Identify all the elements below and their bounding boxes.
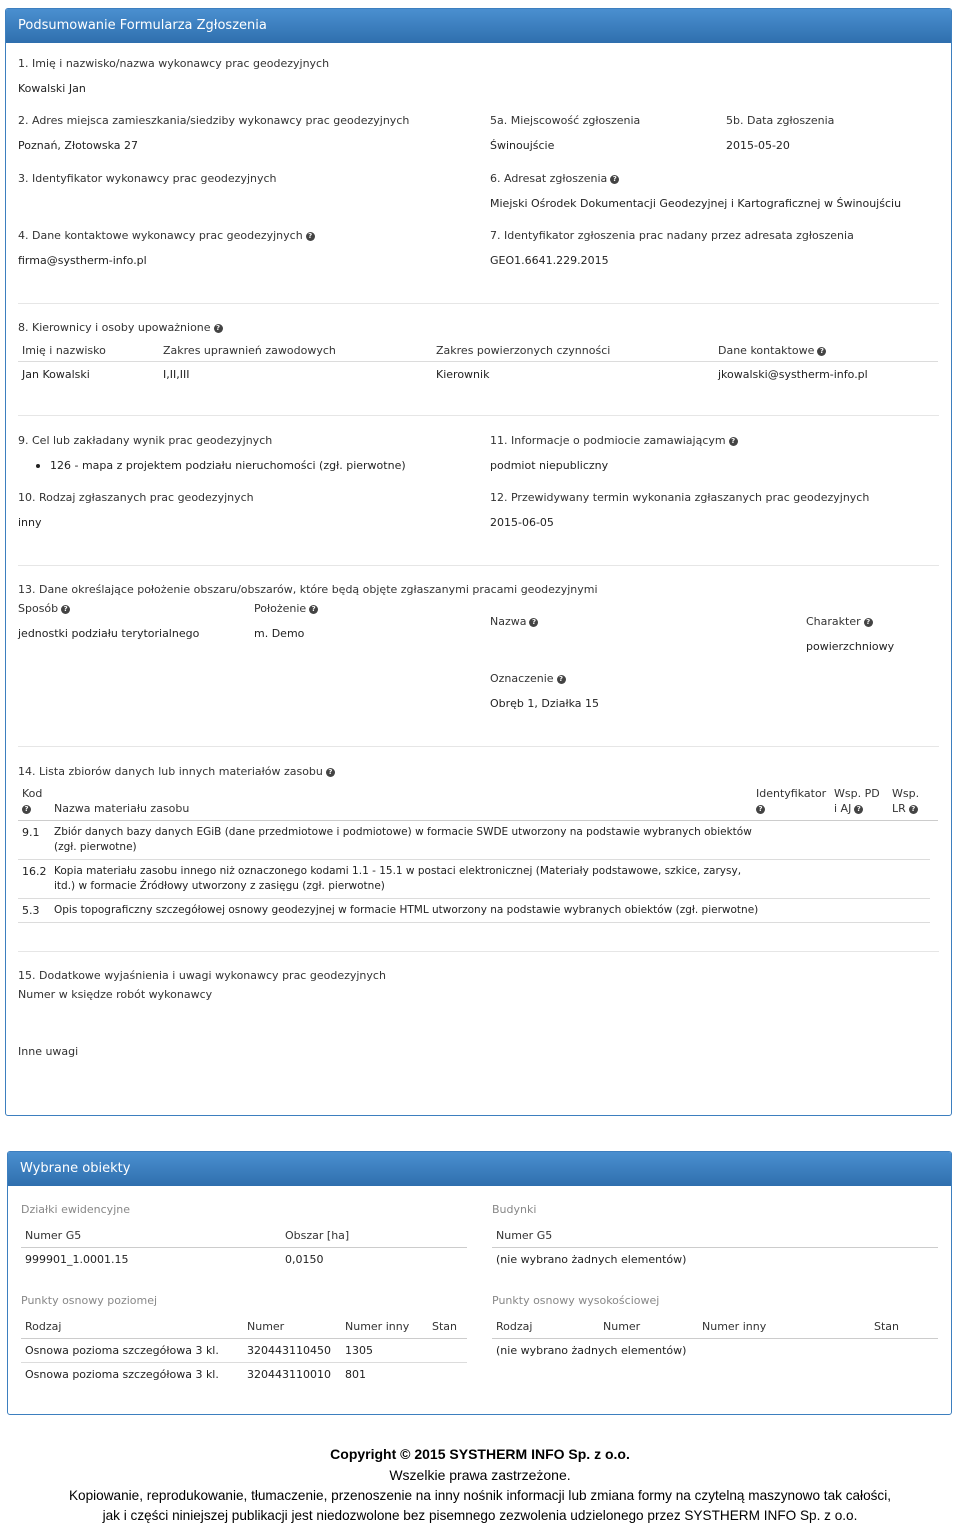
- footer-notice-line-1: Kopiowanie, reprodukowanie, tłumaczenie, przenoszenie na inny nośnik informacji lub zmiana formy na czytelną maszynowo tak całości,: [68, 1488, 892, 1503]
- help-icon[interactable]: ?: [326, 768, 335, 777]
- field-12-label: 12. Przewidywany termin wykonania zgłaszanych prac geodezyjnych: [490, 491, 870, 504]
- field-15-other-notes-label: Inne uwagi: [18, 1045, 79, 1058]
- horizontal-row-2-other-number: 801: [345, 1368, 366, 1381]
- table-14-header-pd-2: i AJ ?: [834, 802, 863, 815]
- field-13-location-value: m. Demo: [254, 627, 305, 640]
- field-9-label: 9. Cel lub zakładany wynik prac geodezyjnych: [18, 434, 273, 447]
- table-14-header-identifier: Identyfikator: [756, 787, 827, 800]
- table-14-header-lr: Wsp.: [892, 787, 920, 800]
- section-divider: [18, 746, 939, 747]
- table-14-row-2-name-2: itd.) w formacie Źródłowy utworzony z zasięgu (zgł. pierwotne): [54, 880, 385, 892]
- table-14-header-lr-2: LR ?: [892, 802, 918, 815]
- field-3-label: 3. Identyfikator wykonawcy prac geodezyjnych: [18, 172, 277, 185]
- horizontal-row-2-number: 320443110010: [247, 1368, 331, 1381]
- field-12-value: 2015-06-05: [490, 516, 554, 529]
- field-5a-value: Świnoujście: [490, 139, 555, 152]
- help-icon[interactable]: ?: [529, 618, 538, 627]
- field-2-label: 2. Adres miejsca zamieszkania/siedziby wykonawcy prac geodezyjnych: [18, 114, 410, 127]
- table-14-header-code: Kod: [22, 787, 43, 800]
- field-13-designation-label: Oznaczenie ?: [490, 672, 566, 685]
- table-14-row-1-code: 9.1: [22, 826, 40, 839]
- parcels-section-title: Działki ewidencyjne: [21, 1203, 130, 1216]
- summary-panel: [5, 8, 952, 1116]
- parcels-header-area: Obszar [ha]: [285, 1229, 350, 1242]
- table-8-cell-tasks: Kierownik: [436, 368, 490, 381]
- summary-panel-title: Podsumowanie Formularza Zgłoszenia: [6, 9, 951, 43]
- field-14-label: 14. Lista zbiorów danych lub innych materiałów zasobu ?: [18, 765, 335, 778]
- table-divider: [18, 898, 930, 899]
- horizontal-points-section-title: Punkty osnowy poziomej: [21, 1294, 158, 1307]
- table-divider: [21, 1362, 467, 1363]
- field-13-method-value: jednostki podziału terytorialnego: [18, 627, 200, 640]
- field-8-label: 8. Kierownicy i osoby upoważnione ?: [18, 321, 223, 334]
- vertical-header-number: Numer: [603, 1320, 641, 1333]
- objects-panel: [7, 1151, 952, 1415]
- field-15-label: 15. Dodatkowe wyjaśnienia i uwagi wykonawcy prac geodezyjnych: [18, 969, 386, 982]
- table-divider: [18, 361, 938, 362]
- table-14-row-1-name-2: (zgł. pierwotne): [54, 841, 137, 853]
- field-6-label: 6. Adresat zgłoszenia ?: [490, 172, 619, 185]
- horizontal-header-number: Numer: [247, 1320, 285, 1333]
- footer-rights: Wszelkie prawa zastrzeżone.: [389, 1467, 571, 1483]
- field-11-label: 11. Informacje o podmiocie zamawiającym ?: [490, 434, 738, 447]
- buildings-empty-message: (nie wybrano żadnych elementów): [496, 1253, 687, 1266]
- table-8-header-rights: Zakres uprawnień zawodowych: [163, 344, 336, 357]
- horizontal-row-2-type: Osnowa pozioma szczegółowa 3 kl.: [25, 1368, 219, 1381]
- table-14-row-1-name: Zbiór danych bazy danych EGiB (dane przedmiotowe i podmiotowe) w formacie SWDE utworzony na podstawie wybranych obiektów: [54, 826, 752, 838]
- bullet-icon: [36, 464, 40, 468]
- help-icon[interactable]: ?: [61, 605, 70, 614]
- section-divider: [18, 303, 939, 304]
- field-13-location-label: Położenie ?: [254, 602, 318, 615]
- help-icon[interactable]: ?: [214, 324, 223, 333]
- table-8-header-name: Imię i nazwisko: [22, 344, 106, 357]
- vertical-header-type: Rodzaj: [496, 1320, 533, 1333]
- field-5a-label: 5a. Miejscowość zgłoszenia: [490, 114, 641, 127]
- table-14-row-2-name: Kopia materiału zasobu innego niż oznaczonego kodami 1.1 - 15.1 w postaci elektronicznej (Materiały podstawowe, szkice, zarysy,: [54, 865, 742, 877]
- footer-copyright: Copyright © 2015 SYSTHERM INFO Sp. z o.o.: [330, 1446, 630, 1462]
- table-divider: [18, 820, 938, 821]
- help-icon[interactable]: ?: [854, 805, 863, 814]
- horizontal-row-1-number: 320443110450: [247, 1344, 331, 1357]
- table-divider: [21, 1338, 467, 1339]
- table-divider: [21, 1247, 467, 1248]
- field-13-label: 13. Dane określające położenie obszaru/obszarów, które będą objęte zgłaszanymi pracami geodezyjnymi: [18, 583, 598, 596]
- field-7-value: GEO1.6641.229.2015: [490, 254, 609, 267]
- field-6-value: Miejski Ośrodek Dokumentacji Geodezyjnej i Kartograficznej w Świnoujściu: [490, 197, 902, 210]
- parcels-header-number: Numer G5: [25, 1229, 82, 1242]
- field-2-value: Poznań, Złotowska 27: [18, 139, 138, 152]
- section-divider: [18, 415, 939, 416]
- help-icon[interactable]: ?: [864, 618, 873, 627]
- vertical-points-section-title: Punkty osnowy wysokościowej: [492, 1294, 660, 1307]
- help-icon[interactable]: ?: [817, 347, 826, 356]
- field-9-list-item: 126 - mapa z projektem podziału nieruchomości (zgł. pierwotne): [36, 459, 406, 472]
- parcels-cell-area: 0,0150: [285, 1253, 324, 1266]
- footer-notice-line-2: jak i części niniejszej publikacji jest niedozwolone bez pisemnego zezwolenia udzielonego przez SYSTHERM INFO Sp. z o.o.: [102, 1508, 858, 1523]
- horizontal-header-other-number: Numer inny: [345, 1320, 410, 1333]
- table-14-row-3-name: Opis topograficzny szczegółowej osnowy geodezyjnej w formacie HTML utworzony na podstawie wybranych obiektów (zgł. pierwotne): [54, 904, 759, 916]
- table-divider: [492, 1338, 938, 1339]
- field-5b-value: 2015-05-20: [726, 139, 790, 152]
- horizontal-row-1-other-number: 1305: [345, 1344, 373, 1357]
- table-divider: [18, 922, 930, 923]
- field-7-label: 7. Identyfikator zgłoszenia prac nadany przez adresata zgłoszenia: [490, 229, 854, 242]
- help-icon[interactable]: ?: [756, 805, 765, 814]
- table-14-header-code-help: [19, 802, 31, 815]
- field-1-value: Kowalski Jan: [18, 82, 86, 95]
- table-14-header-name: Nazwa materiału zasobu: [54, 802, 190, 815]
- section-divider: [18, 951, 939, 952]
- field-1-label: 1. Imię i nazwisko/nazwa wykonawcy prac geodezyjnych: [18, 57, 330, 70]
- help-icon[interactable]: ?: [309, 605, 318, 614]
- table-8-cell-name: Jan Kowalski: [22, 368, 90, 381]
- vertical-header-status: Stan: [874, 1320, 900, 1333]
- field-15-book-number-label: Numer w księdze robót wykonawcy: [18, 988, 213, 1001]
- objects-panel-title: Wybrane obiekty: [8, 1152, 951, 1186]
- help-icon[interactable]: ?: [909, 805, 918, 814]
- field-10-label: 10. Rodzaj zgłaszanych prac geodezyjnych: [18, 491, 254, 504]
- table-14-header-identifier-help: [753, 802, 765, 815]
- table-14-row-3-code: 5.3: [22, 904, 40, 917]
- table-8-header-tasks: Zakres powierzonych czynności: [436, 344, 611, 357]
- field-13-method-label: Sposób ?: [18, 602, 70, 615]
- section-divider: [18, 565, 939, 566]
- help-icon[interactable]: ?: [557, 675, 566, 684]
- help-icon[interactable]: ?: [22, 805, 31, 814]
- table-divider: [492, 1247, 938, 1248]
- table-8-cell-rights: I,II,III: [163, 368, 190, 381]
- help-icon[interactable]: ?: [729, 437, 738, 446]
- table-divider: [18, 859, 930, 860]
- field-4-value: firma@systherm-info.pl: [18, 254, 147, 267]
- horizontal-row-1-type: Osnowa pozioma szczegółowa 3 kl.: [25, 1344, 219, 1357]
- field-5b-label: 5b. Data zgłoszenia: [726, 114, 835, 127]
- field-13-designation-value: Obręb 1, Działka 15: [490, 697, 599, 710]
- table-8-header-contact: Dane kontaktowe ?: [718, 344, 826, 357]
- parcels-cell-number: 999901_1.0001.15: [25, 1253, 129, 1266]
- field-13-name-label: Nazwa ?: [490, 615, 538, 628]
- table-14-row-2-code: 16.2: [22, 865, 47, 878]
- buildings-section-title: Budynki: [492, 1203, 537, 1216]
- help-icon[interactable]: ?: [306, 232, 315, 241]
- field-4-label: 4. Dane kontaktowe wykonawcy prac geodezyjnych ?: [18, 229, 315, 242]
- field-13-character-label: Charakter ?: [806, 615, 873, 628]
- horizontal-header-type: Rodzaj: [25, 1320, 62, 1333]
- field-10-value: inny: [18, 516, 42, 529]
- field-11-value: podmiot niepubliczny: [490, 459, 609, 472]
- vertical-header-other-number: Numer inny: [702, 1320, 767, 1333]
- table-14-header-pd: Wsp. PD: [834, 787, 880, 800]
- table-8-cell-contact: jkowalski@systherm-info.pl: [718, 368, 868, 381]
- vertical-empty-message: (nie wybrano żadnych elementów): [496, 1344, 687, 1357]
- buildings-header-number: Numer G5: [496, 1229, 553, 1242]
- field-13-character-value: powierzchniowy: [806, 640, 895, 653]
- help-icon[interactable]: ?: [610, 175, 619, 184]
- horizontal-header-status: Stan: [432, 1320, 458, 1333]
